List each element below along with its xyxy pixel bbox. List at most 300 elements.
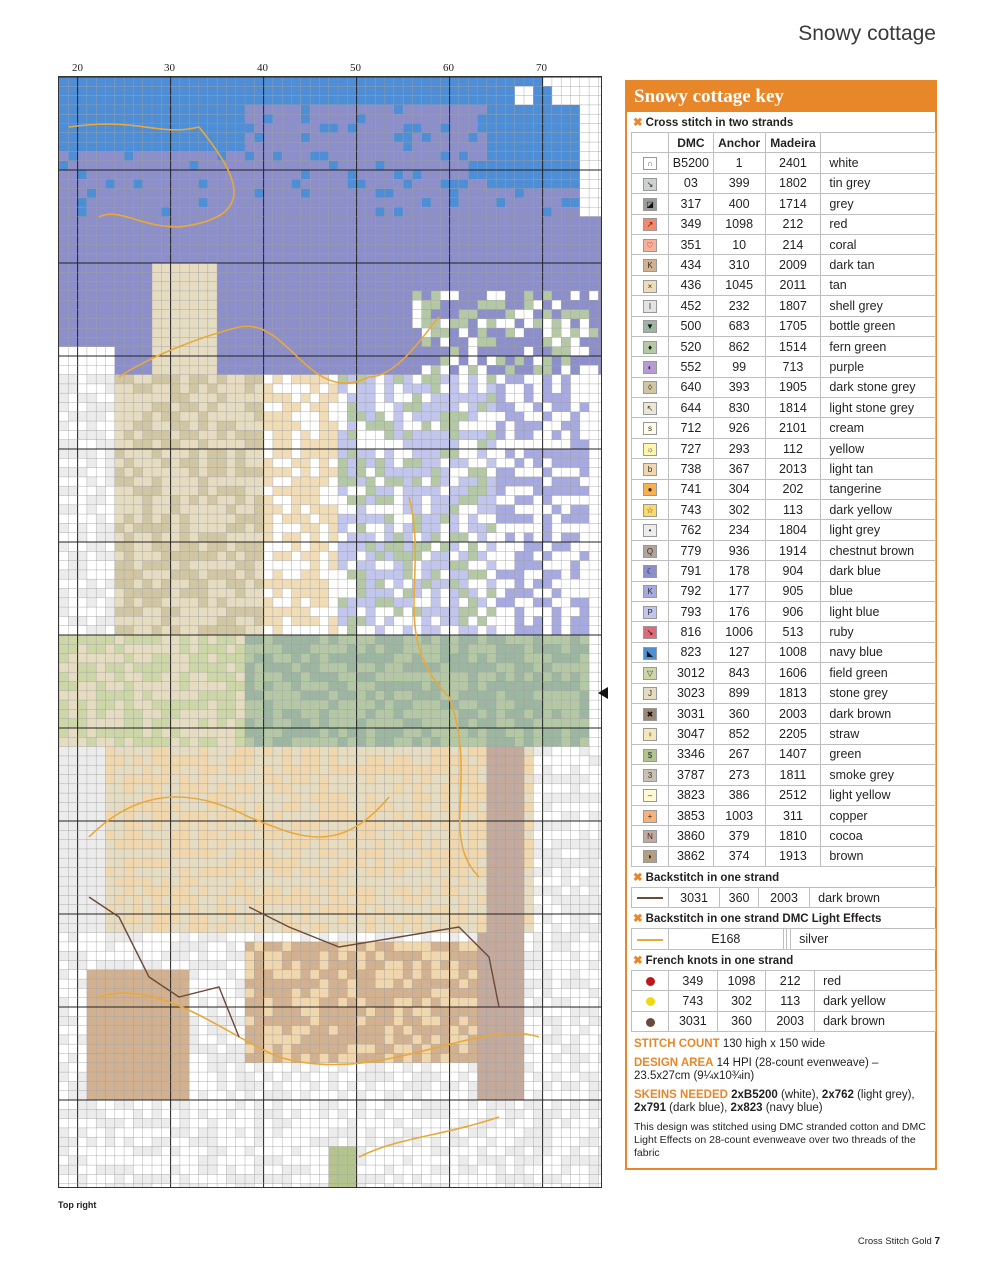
- stitch-cell: [161, 310, 170, 319]
- stitch-cell: [171, 691, 180, 700]
- stitch-cell: [366, 365, 375, 374]
- stitch-cell: [496, 663, 505, 672]
- stitch-cell: [161, 858, 170, 867]
- stitch-cell: [301, 663, 310, 672]
- stitch-cell: [412, 291, 421, 300]
- stitch-cell: [59, 207, 68, 216]
- stitch-cell: [264, 551, 273, 560]
- stitch-cell: [505, 626, 514, 635]
- stitch-cell: [96, 440, 105, 449]
- stitch-cell: [301, 217, 310, 226]
- stitch-cell: [236, 849, 245, 858]
- stitch-cell: [589, 570, 598, 579]
- stitch-cell: [505, 477, 514, 486]
- stitch-cell: [78, 337, 87, 346]
- stitch-cell: [96, 347, 105, 356]
- stitch-cell: [189, 319, 198, 328]
- stitch-cell: [161, 607, 170, 616]
- stitch-cell: [394, 468, 403, 477]
- stitch-cell: [561, 849, 570, 858]
- stitch-cell: [357, 477, 366, 486]
- stitch-cell: [533, 616, 542, 625]
- stitch-cell: [329, 570, 338, 579]
- stitch-cell: [171, 654, 180, 663]
- stitch-cell: [459, 682, 468, 691]
- stitch-cell: [189, 226, 198, 235]
- stitch-cell: [487, 607, 496, 616]
- stitch-cell: [264, 114, 273, 123]
- stitch-cell: [533, 421, 542, 430]
- stitch-cell: [161, 849, 170, 858]
- stitch-cell: [533, 291, 542, 300]
- stitch-cell: [87, 579, 96, 588]
- stitch-cell: [59, 403, 68, 412]
- stitch-cell: [226, 858, 235, 867]
- stitch-cell: [394, 561, 403, 570]
- stitch-cell: [171, 700, 180, 709]
- stitch-cell: [533, 142, 542, 151]
- stitch-cell: [440, 430, 449, 439]
- stitch-cell: [561, 170, 570, 179]
- stitch-cell: [217, 226, 226, 235]
- stitch-cell: [115, 700, 124, 709]
- stitch-cell: [366, 282, 375, 291]
- stitch-cell: [552, 607, 561, 616]
- stitch-cell: [375, 421, 384, 430]
- stitch-cell: [254, 644, 263, 653]
- stitch-cell: [124, 254, 133, 263]
- stitch-cell: [450, 189, 459, 198]
- stitch-cell: [450, 151, 459, 160]
- stitch-cell: [487, 579, 496, 588]
- stitch-cell: [161, 682, 170, 691]
- stitch-cell: [385, 114, 394, 123]
- stitch-cell: [338, 468, 347, 477]
- stitch-cell: [505, 282, 514, 291]
- stitch-cell: [133, 765, 142, 774]
- stitch-cell: [217, 356, 226, 365]
- stitch-cell: [161, 77, 170, 86]
- stitch-cell: [478, 244, 487, 253]
- stitch-cell: [292, 858, 301, 867]
- stitch-cell: [226, 105, 235, 114]
- stitch-cell: [385, 189, 394, 198]
- stitch-cell: [459, 198, 468, 207]
- stitch-cell: [347, 124, 356, 133]
- stitch-cell: [59, 840, 68, 849]
- stitch-cell: [319, 384, 328, 393]
- stitch-cell: [440, 170, 449, 179]
- stitch-cell: [338, 793, 347, 802]
- stitch-cell: [440, 709, 449, 718]
- stitch-cell: [161, 449, 170, 458]
- stitch-cell: [357, 347, 366, 356]
- stitch-cell: [292, 430, 301, 439]
- stitch-cell: [226, 300, 235, 309]
- stitch-cell: [161, 235, 170, 244]
- stitch-cell: [505, 793, 514, 802]
- stitch-cell: [347, 598, 356, 607]
- stitch-cell: [431, 477, 440, 486]
- stitch-cell: [282, 272, 291, 281]
- stitch-cell: [496, 765, 505, 774]
- stitch-cell: [515, 263, 524, 272]
- stitch-cell: [422, 96, 431, 105]
- stitch-cell: [385, 737, 394, 746]
- stitch-cell: [106, 756, 115, 765]
- stitch-cell: [68, 291, 77, 300]
- stitch-cell: [152, 77, 161, 86]
- stitch-cell: [96, 505, 105, 514]
- stitch-cell: [598, 114, 601, 123]
- stitch-cell: [115, 830, 124, 839]
- stitch-cell: [273, 737, 282, 746]
- stitch-cell: [543, 561, 552, 570]
- stitch-cell: [329, 337, 338, 346]
- stitch-cell: [161, 142, 170, 151]
- stitch-cell: [87, 282, 96, 291]
- stitch-cell: [106, 486, 115, 495]
- stitch-cell: [133, 263, 142, 272]
- stitch-cell: [161, 542, 170, 551]
- stitch-cell: [589, 272, 598, 281]
- stitch-cell: [329, 198, 338, 207]
- stitch-cell: [478, 598, 487, 607]
- stitch-cell: [199, 449, 208, 458]
- stitch-cell: [133, 114, 142, 123]
- stitch-cell: [487, 663, 496, 672]
- stitch-cell: [264, 765, 273, 774]
- stitch-cell: [478, 142, 487, 151]
- stitch-cell: [552, 486, 561, 495]
- stitch-cell: [543, 514, 552, 523]
- stitch-cell: [264, 282, 273, 291]
- chart-canvas: [59, 77, 601, 1187]
- stitch-cell: [505, 542, 514, 551]
- stitch-cell: [319, 161, 328, 170]
- stitch-cell: [515, 393, 524, 402]
- stitch-cell: [589, 654, 598, 663]
- stitch-cell: [422, 551, 431, 560]
- stitch-cell: [208, 551, 217, 560]
- stitch-cell: [171, 858, 180, 867]
- stitch-cell: [152, 412, 161, 421]
- stitch-cell: [115, 747, 124, 756]
- stitch-cell: [273, 496, 282, 505]
- stitch-cell: [552, 551, 561, 560]
- stitch-cell: [329, 77, 338, 86]
- stitch-cell: [543, 440, 552, 449]
- stitch-cell: [152, 430, 161, 439]
- stitch-cell: [115, 96, 124, 105]
- stitch-cell: [319, 589, 328, 598]
- stitch-cell: [96, 747, 105, 756]
- stitch-cell: [152, 756, 161, 765]
- stitch-cell: [115, 244, 124, 253]
- stitch-cell: [431, 765, 440, 774]
- stitch-cell: [87, 458, 96, 467]
- stitch-cell: [496, 468, 505, 477]
- stitch-cell: [143, 114, 152, 123]
- stitch-cell: [180, 486, 189, 495]
- stitch-cell: [124, 551, 133, 560]
- stitch-cell: [440, 477, 449, 486]
- stitch-cell: [440, 616, 449, 625]
- stitch-cell: [180, 375, 189, 384]
- stitch-cell: [394, 151, 403, 160]
- stitch-cell: [375, 310, 384, 319]
- stitch-cell: [552, 654, 561, 663]
- stitch-cell: [478, 226, 487, 235]
- stitch-cell: [292, 561, 301, 570]
- stitch-cell: [459, 430, 468, 439]
- stitch-cell: [180, 77, 189, 86]
- stitch-cell: [59, 589, 68, 598]
- stitch-cell: [310, 598, 319, 607]
- stitch-cell: [357, 849, 366, 858]
- stitch-cell: [124, 337, 133, 346]
- stitch-cell: [496, 598, 505, 607]
- stitch-cell: [133, 626, 142, 635]
- stitch-cell: [329, 300, 338, 309]
- stitch-cell: [143, 542, 152, 551]
- stitch-cell: [580, 337, 589, 346]
- stitch-cell: [226, 235, 235, 244]
- stitch-cell: [226, 384, 235, 393]
- stitch-cell: [375, 691, 384, 700]
- stitch-cell: [282, 198, 291, 207]
- stitch-cell: [459, 654, 468, 663]
- stitch-cell: [245, 449, 254, 458]
- stitch-cell: [515, 505, 524, 514]
- stitch-cell: [106, 858, 115, 867]
- stitch-cell: [264, 607, 273, 616]
- stitch-cell: [533, 170, 542, 179]
- stitch-cell: [226, 682, 235, 691]
- stitch-cell: [301, 337, 310, 346]
- stitch-cell: [264, 635, 273, 644]
- stitch-cell: [78, 486, 87, 495]
- stitch-cell: [78, 830, 87, 839]
- stitch-cell: [329, 86, 338, 95]
- stitch-cell: [403, 849, 412, 858]
- stitch-cell: [468, 635, 477, 644]
- stitch-cell: [571, 523, 580, 532]
- stitch-cell: [375, 403, 384, 412]
- stitch-cell: [68, 328, 77, 337]
- stitch-cell: [422, 514, 431, 523]
- stitch-cell: [571, 802, 580, 811]
- stitch-cell: [171, 496, 180, 505]
- stitch-cell: [106, 551, 115, 560]
- stitch-cell: [254, 709, 263, 718]
- stitch-cell: [254, 849, 263, 858]
- stitch-cell: [589, 217, 598, 226]
- stitch-cell: [217, 142, 226, 151]
- stitch-cell: [124, 821, 133, 830]
- stitch-cell: [199, 496, 208, 505]
- stitch-cell: [589, 728, 598, 737]
- stitch-cell: [254, 124, 263, 133]
- stitch-cell: [403, 793, 412, 802]
- stitch-cell: [496, 105, 505, 114]
- stitch-cell: [217, 775, 226, 784]
- stitch-cell: [236, 347, 245, 356]
- stitch-cell: [347, 384, 356, 393]
- stitch-cell: [236, 589, 245, 598]
- stitch-cell: [450, 635, 459, 644]
- stitch-cell: [505, 756, 514, 765]
- stitch-cell: [598, 728, 601, 737]
- stitch-cell: [152, 328, 161, 337]
- stitch-cell: [338, 291, 347, 300]
- stitch-cell: [329, 263, 338, 272]
- stitch-cell: [189, 830, 198, 839]
- stitch-cell: [580, 291, 589, 300]
- stitch-cell: [357, 412, 366, 421]
- stitch-cell: [319, 198, 328, 207]
- stitch-cell: [440, 189, 449, 198]
- stitch-cell: [440, 244, 449, 253]
- stitch-cell: [515, 579, 524, 588]
- stitch-cell: [143, 365, 152, 374]
- stitch-cell: [199, 635, 208, 644]
- stitch-cell: [375, 830, 384, 839]
- stitch-cell: [143, 282, 152, 291]
- stitch-cell: [124, 393, 133, 402]
- stitch-cell: [329, 179, 338, 188]
- stitch-cell: [106, 691, 115, 700]
- stitch-cell: [478, 672, 487, 681]
- stitch-cell: [487, 477, 496, 486]
- stitch-cell: [68, 133, 77, 142]
- stitch-cell: [226, 505, 235, 514]
- stitch-cell: [310, 458, 319, 467]
- stitch-cell: [468, 747, 477, 756]
- stitch-cell: [152, 282, 161, 291]
- stitch-cell: [394, 747, 403, 756]
- stitch-cell: [87, 449, 96, 458]
- stitch-cell: [301, 384, 310, 393]
- stitch-cell: [264, 403, 273, 412]
- stitch-cell: [515, 793, 524, 802]
- stitch-cell: [264, 496, 273, 505]
- stitch-cell: [450, 821, 459, 830]
- stitch-cell: [264, 142, 273, 151]
- stitch-cell: [180, 542, 189, 551]
- stitch-cell: [310, 226, 319, 235]
- stitch-cell: [459, 663, 468, 672]
- stitch-cell: [217, 189, 226, 198]
- stitch-cell: [394, 849, 403, 858]
- stitch-cell: [264, 449, 273, 458]
- stitch-cell: [524, 728, 533, 737]
- stitch-cell: [106, 561, 115, 570]
- stitch-cell: [245, 412, 254, 421]
- stitch-cell: [180, 682, 189, 691]
- stitch-cell: [357, 533, 366, 542]
- stitch-cell: [487, 133, 496, 142]
- stitch-cell: [133, 151, 142, 160]
- stitch-cell: [124, 747, 133, 756]
- stitch-cell: [431, 77, 440, 86]
- stitch-cell: [133, 328, 142, 337]
- stitch-cell: [543, 486, 552, 495]
- stitch-cell: [422, 319, 431, 328]
- stitch-cell: [133, 77, 142, 86]
- stitch-cell: [543, 551, 552, 560]
- stitch-cell: [468, 347, 477, 356]
- stitch-cell: [487, 533, 496, 542]
- stitch-cell: [106, 440, 115, 449]
- stitch-cell: [589, 421, 598, 430]
- stitch-cell: [440, 77, 449, 86]
- stitch-cell: [301, 300, 310, 309]
- stitch-cell: [199, 514, 208, 523]
- stitch-cell: [598, 151, 601, 160]
- stitch-cell: [96, 319, 105, 328]
- stitch-cell: [422, 310, 431, 319]
- stitch-cell: [59, 170, 68, 179]
- stitch-cell: [106, 300, 115, 309]
- stitch-cell: [245, 458, 254, 467]
- stitch-cell: [254, 235, 263, 244]
- stitch-cell: [106, 254, 115, 263]
- stitch-cell: [357, 384, 366, 393]
- stitch-cell: [226, 793, 235, 802]
- stitch-cell: [106, 644, 115, 653]
- stitch-cell: [533, 319, 542, 328]
- stitch-cell: [301, 775, 310, 784]
- stitch-cell: [487, 802, 496, 811]
- stitch-cell: [171, 421, 180, 430]
- stitch-cell: [533, 412, 542, 421]
- stitch-cell: [180, 691, 189, 700]
- stitch-cell: [273, 523, 282, 532]
- stitch-cell: [301, 77, 310, 86]
- stitch-cell: [571, 821, 580, 830]
- stitch-cell: [487, 337, 496, 346]
- stitch-cell: [310, 765, 319, 774]
- stitch-cell: [329, 607, 338, 616]
- stitch-cell: [338, 616, 347, 625]
- stitch-cell: [208, 96, 217, 105]
- stitch-cell: [347, 700, 356, 709]
- stitch-cell: [226, 282, 235, 291]
- stitch-cell: [598, 551, 601, 560]
- stitch-cell: [226, 477, 235, 486]
- stitch-cell: [292, 709, 301, 718]
- stitch-cell: [189, 161, 198, 170]
- stitch-cell: [524, 356, 533, 365]
- stitch-cell: [171, 840, 180, 849]
- stitch-cell: [580, 719, 589, 728]
- stitch-cell: [106, 570, 115, 579]
- stitch-cell: [552, 142, 561, 151]
- stitch-cell: [264, 244, 273, 253]
- stitch-cell: [459, 421, 468, 430]
- stitch-cell: [347, 682, 356, 691]
- stitch-cell: [189, 551, 198, 560]
- stitch-cell: [571, 747, 580, 756]
- stitch-cell: [487, 393, 496, 402]
- stitch-cell: [161, 217, 170, 226]
- stitch-cell: [366, 840, 375, 849]
- stitch-cell: [515, 598, 524, 607]
- stitch-cell: [598, 756, 601, 765]
- stitch-cell: [496, 77, 505, 86]
- stitch-cell: [515, 533, 524, 542]
